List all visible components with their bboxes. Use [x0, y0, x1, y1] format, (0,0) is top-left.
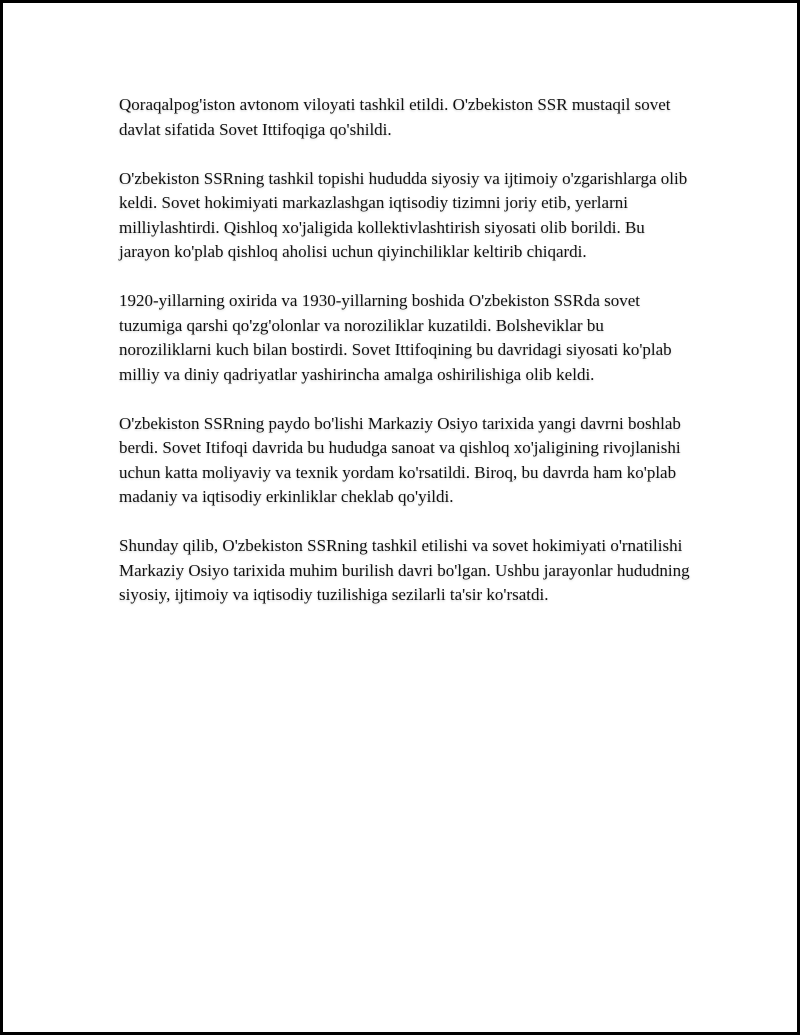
paragraph-5: Shunday qilib, O'zbekiston SSRning tashkil etilishi va sovet hokimiyati o'rnatilishi Markaziy Osiyo tarixida muhim burilish davri bo'lgan. Ushbu jarayonlar hududning siyosiy, ijtimoiy va iqtisodiy tuzilishiga sezilarli ta'sir ko'rsatdi. [119, 536, 690, 604]
paragraph-3: 1920-yillarning oxirida va 1930-yillarning boshida O'zbekiston SSRda sovet tuzumiga qarshi qo'zg'olonlar va noroziliklar kuzatildi. Bolsheviklar bu noroziliklarni kuch bilan bostirdi. Sovet Ittifoqining bu davridagi siyosati ko'plab milliy va diniy qadriyatlar yashirincha amalga oshirilishiga olib keldi. [119, 291, 672, 384]
paragraph-1: Qoraqalpog'iston avtonom viloyati tashkil etildi. O'zbekiston SSR mustaqil sovet davlat sifatida Sovet Ittifoqiga qo'shildi. [119, 95, 671, 139]
paragraph-4: O'zbekiston SSRning paydo bo'lishi Markaziy Osiyo tarixida yangi davrni boshlab berdi. Sovet Itifoqi davrida bu hududga sanoat va qishloq xo'jaligining rivojlanishi uchun katta moliyaviy va texnik yordam ko'rsatildi. Biroq, bu davrda ham ko'plab madaniy va iqtisodiy erkinliklar cheklab qo'yildi. [119, 413, 681, 506]
document-body [119, 93, 699, 632]
paragraph-2: O'zbekiston SSRning tashkil topishi hududda siyosiy va ijtimoiy o'zgarishlarga olib keldi. Sovet hokimiyati markazlashgan iqtisodiy tizimni joriy etib, yerlarni milliylashtirdi. Qishloq xo'jaligida kollektivlashtirish siyosati olib borildi. Bu jarayon ko'plab qishloq aholisi uchun qiyinchiliklar keltirib chiqardi. [119, 168, 688, 261]
